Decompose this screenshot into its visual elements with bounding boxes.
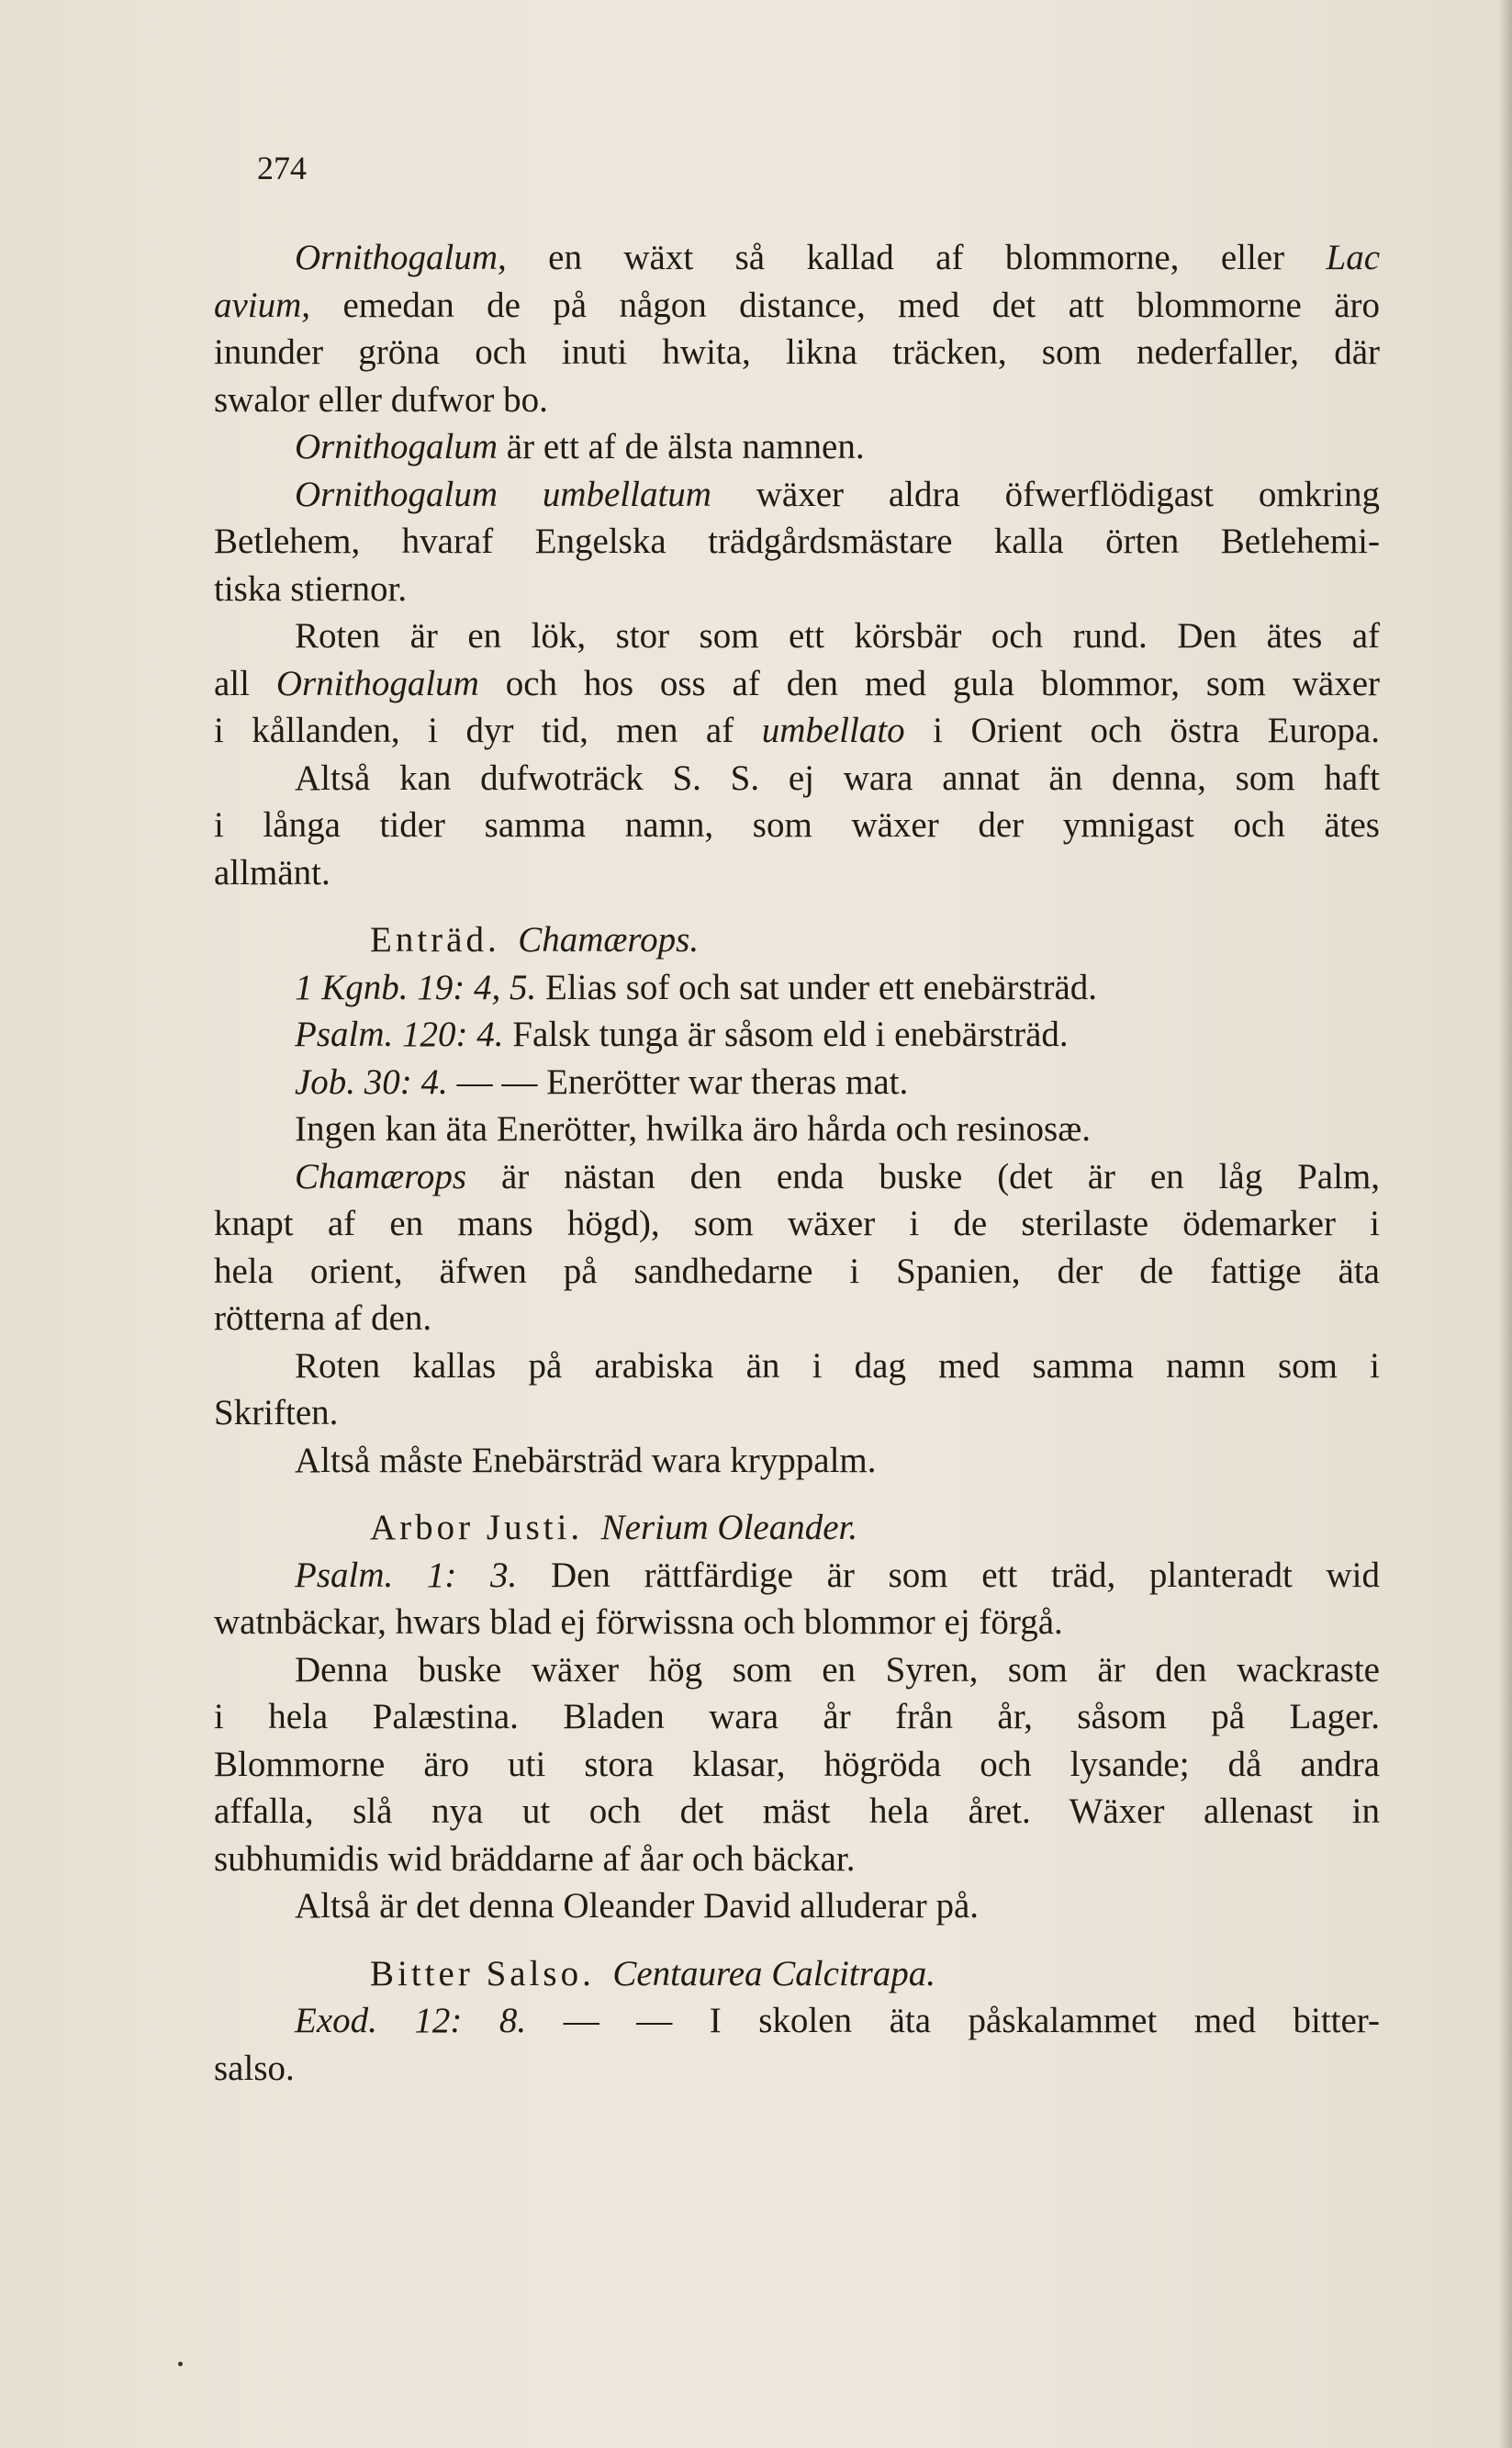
- scripture-line: [214, 1059, 1380, 1106]
- section-heading: [214, 1504, 1380, 1552]
- scripture-reference: Job. 30: 4.: [295, 1061, 448, 1102]
- heading-name: Arbor Justi.: [370, 1508, 584, 1547]
- scripture-line: [214, 1011, 1380, 1059]
- latin-term: Ornithogalum umbellatum: [295, 474, 711, 514]
- paragraph-line: Roten är en lök, stor som ett körsbär och rund. Den ätes af: [295, 616, 1380, 656]
- section-heading: [214, 916, 1380, 964]
- paragraph-line: watnbäckar, hwars blad ej förwissna och blommor ej förgå.: [214, 1602, 1063, 1642]
- latin-term: Ornithogalum: [275, 663, 479, 703]
- section-gap: [214, 1930, 1380, 1950]
- paragraph-line: [214, 423, 1380, 471]
- text-run: emedan de på någon distance, med det att blommorne äro: [310, 285, 1380, 325]
- paragraph-line: Betlehem, hvaraf Engelska trädgårdsmästare kalla örten Betlehemi-: [214, 522, 1380, 561]
- page-edge-shadow: [1499, 0, 1512, 2448]
- paragraph-line: Blommorne äro uti stora klasar, högröda och lysande; då andra: [214, 1744, 1380, 1784]
- paragraph-line: swalor eller dufwor bo.: [214, 379, 548, 420]
- heading-name: Enträd.: [370, 920, 500, 960]
- paragraph-line: Altså måste Enebärsträd wara kryppalm.: [295, 1440, 877, 1480]
- text-run: wäxer aldra öfwerflödigast omkring: [711, 474, 1380, 514]
- paragraph-line: Altså är det denna Oleander David alluderar på.: [295, 1886, 979, 1926]
- section-gap: [214, 896, 1380, 916]
- paragraph-line: [214, 282, 1380, 330]
- heading-latin: Chamærops.: [518, 920, 700, 960]
- paragraph-line: subhumidis wid bräddarne af åar och bäckar.: [214, 1838, 856, 1879]
- paragraph-line: affalla, slå nya ut och det mäst hela året. Wäxer allenast in: [214, 1791, 1380, 1831]
- text-run: Den rättfärdige är som ett träd, planteradt wid: [517, 1555, 1380, 1595]
- paragraph-line: [214, 707, 1380, 755]
- paragraph-line: inunder gröna och inuti hwita, likna träcken, som nederfaller, där: [214, 332, 1380, 372]
- paragraph-line: i hela Palæstina. Bladen wara år från år, såsom på Lager.: [214, 1697, 1380, 1736]
- latin-term: Chamærops: [295, 1156, 467, 1196]
- latin-term: Ornithogalum: [295, 427, 498, 466]
- text-run: i Orient och östra Europa.: [904, 711, 1380, 750]
- scripture-reference: Psalm. 1: 3.: [295, 1555, 518, 1595]
- heading-latin: Centaurea Calcitrapa.: [612, 1953, 936, 1993]
- section-gap: [214, 1484, 1380, 1504]
- paragraph-line: Denna buske wäxer hög som en Syren, som är den wackraste: [295, 1649, 1380, 1690]
- text-run: Falsk tunga är såsom eld i enebärsträd.: [503, 1015, 1069, 1054]
- scripture-line: [214, 1997, 1380, 2045]
- paragraph-line: Ingen kan äta Enerötter, hwilka äro hårda och resinosæ.: [295, 1109, 1091, 1149]
- paragraph-line: [214, 660, 1380, 708]
- text-run: — — I skolen äta påskalammet med bitter-: [526, 2001, 1381, 2040]
- paragraph-line: [214, 1153, 1380, 1201]
- text-run: all: [214, 663, 276, 703]
- paragraph-line: tiska stiernor.: [214, 568, 408, 609]
- latin-term: Ornithogalum,: [295, 238, 507, 277]
- text-run: i kållanden, i dyr tid, men af: [214, 711, 762, 750]
- text-run: — — Enerötter war theras mat.: [447, 1061, 909, 1102]
- paragraph-line: rötterna af den.: [214, 1298, 432, 1338]
- scripture-reference: Exod. 12: 8.: [295, 2001, 527, 2040]
- scripture-line: [214, 1552, 1380, 1600]
- text-run: en wäxt så kallad af blommorne, eller: [506, 238, 1327, 277]
- scripture-reference: Psalm. 120: 4.: [295, 1015, 504, 1054]
- scripture-line: [214, 964, 1380, 1012]
- latin-term: avium,: [214, 285, 311, 325]
- heading-latin: Nerium Oleander.: [600, 1508, 858, 1547]
- paragraph-line: hela orient, äfwen på sandhedarne i Spanien, der de fattige äta: [214, 1251, 1380, 1291]
- paragraph-line: knapt af en mans högd), som wäxer i de sterilaste ödemarker i: [214, 1204, 1380, 1243]
- latin-term: Lac: [1326, 238, 1380, 277]
- page-body: [214, 234, 1380, 2092]
- text-run: är nästan den enda buske (det är en låg Palm,: [466, 1156, 1380, 1196]
- paragraph-line: allmänt.: [214, 852, 330, 893]
- paragraph-line: Skriften.: [214, 1393, 339, 1432]
- heading-name: Bitter Salso.: [370, 1953, 595, 1993]
- text-run: Elias sof och sat under ett enebärsträd.: [536, 967, 1098, 1007]
- scripture-reference: 1 Kgnb. 19: 4, 5.: [295, 967, 537, 1007]
- paragraph-line: Altså kan dufwoträck S. S. ej wara annat än denna, som haft: [295, 758, 1380, 798]
- paragraph-line: [214, 471, 1380, 519]
- paragraph-line: salso.: [214, 2048, 295, 2088]
- latin-term: umbellato: [761, 711, 905, 750]
- paragraph-line: [214, 234, 1380, 282]
- text-run: är ett af de älsta namnen.: [498, 427, 865, 466]
- text-run: och hos oss af den med gula blommor, som wäxer: [478, 663, 1380, 703]
- paper-speck: [178, 2362, 183, 2366]
- paragraph-line: i långa tider samma namn, som wäxer der ymnigast och ätes: [214, 805, 1380, 845]
- section-heading: [214, 1950, 1380, 1998]
- paragraph-line: Roten kallas på arabiska än i dag med samma namn som i: [295, 1345, 1380, 1386]
- page-number: 274: [257, 150, 307, 186]
